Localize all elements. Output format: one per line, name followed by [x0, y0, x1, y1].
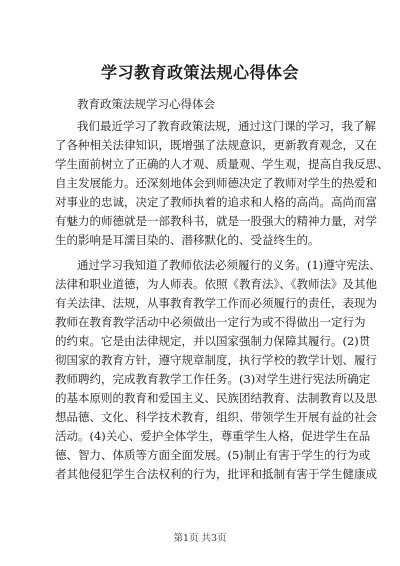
text-line: 彻国家的教育方针，遵守规章制度，执行学校的教学计划、履行: [55, 353, 377, 367]
text-line: 学生面前树立了正确的人才观、质量观、学生观，提高自我反思、: [55, 157, 389, 171]
text-line: 者其他侵犯学生合法权利的行为，批评和抵制有害于学生健康成: [55, 467, 377, 481]
text-line: 活动。(4)关心、爱护全体学生，尊重学生人格，促进学生在品: [55, 429, 371, 443]
text-line: 有魅力的师德就是一部教科书，就是一股强大的精神力量，对学: [55, 214, 377, 228]
text-line: 德、智力、体质等方面全面发展。(5)制止有害于学生的行为或: [55, 448, 371, 462]
text-line: 教师在教育教学活动中必须做出一定行为或不得做出一定行为: [55, 315, 366, 329]
text-line: 法律和职业道德，为人师表。依照《教育法》、《教师法》及其他: [55, 277, 377, 291]
page-title: 学习教育政策法规心得体会: [100, 63, 299, 82]
document-subtitle: 教育政策法规学习心得体会: [77, 97, 215, 111]
page-number: 第1页 共3页: [173, 533, 227, 544]
text-line: 自主发展能力。还深刻地体会到师德决定了教师对学生的热爱和: [55, 176, 377, 190]
text-line: 对事业的忠诚，决定了教师执着的追求和人格的高尚。高尚而富: [55, 195, 377, 209]
text-line: 想品德、文化、科学技术教育，组织、带领学生开展有益的社会: [55, 410, 377, 424]
text-line: 了各种相关法律知识，既增强了法规意识，更新教育观念，又在: [55, 138, 377, 152]
text-line: 生的影响是耳濡目染的、潜移默化的、受益终生的。: [55, 233, 320, 247]
text-line: 通过学习我知道了教师依法必须履行的义务。(1)遵守宪法、: [77, 258, 381, 272]
text-line: 教师聘约，完成教育教学工作任务。(3)对学生进行宪法所确定: [55, 372, 371, 386]
text-line: 的约束。它是由法律规定，并以国家强制力保障其履行。(2)贯: [55, 334, 371, 348]
text-line: 有关法律、法规，从事教育教学工作而必须履行的责任，表现为: [55, 296, 377, 310]
text-line: 的基本原则的教育和爱国主义、民族团结教育、法制教育以及思: [55, 391, 377, 405]
text-line: 我们最近学习了教育政策法规，通过这门课的学习，我了解: [77, 119, 376, 133]
